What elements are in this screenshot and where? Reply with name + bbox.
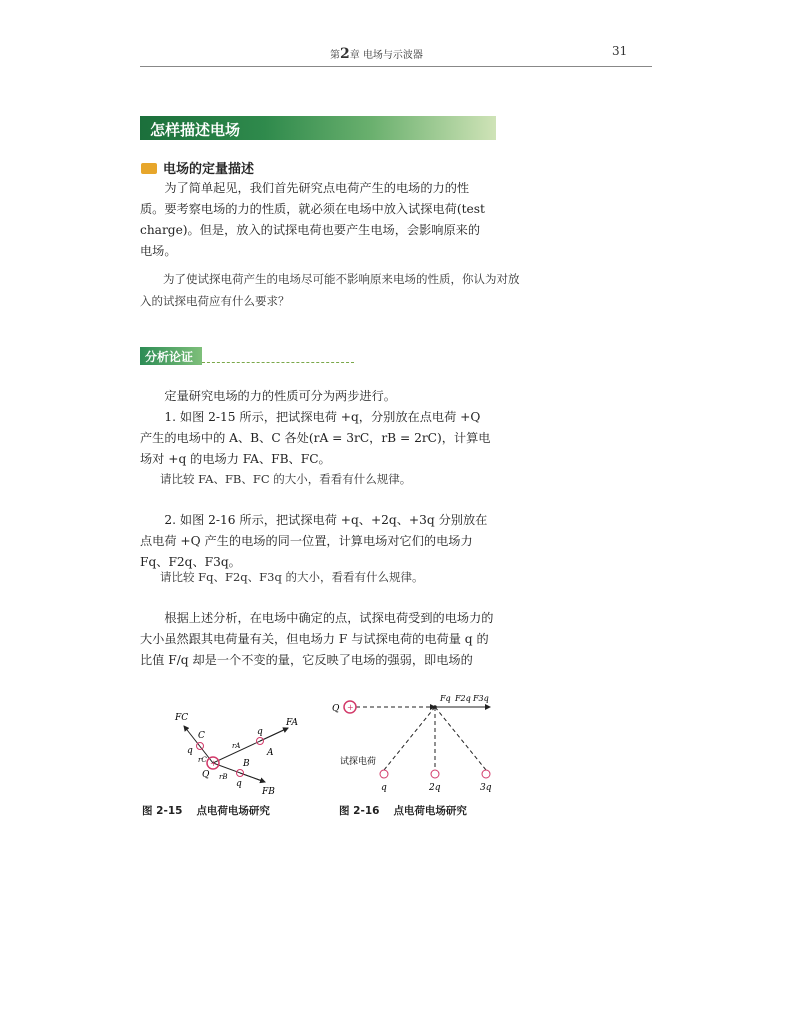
label-q: q <box>381 783 387 793</box>
figure-2-16-caption: 图 2-16 点电荷电场研究 <box>339 805 467 817</box>
figure-2-16 <box>330 690 510 800</box>
force-arrow-A <box>260 728 288 741</box>
compare-note-1: 请比较 FA、FB、FC 的大小，看看有什么规律。 <box>160 472 412 486</box>
analysis-steps: 定量研究电场的力的性质可分为两步进行。 1. 如图 2-15 所示，把试探电荷 +q，分别放在点电荷 +Q 产生的电场中的 A、B、C 各处(rA = 3rC，rB = 2rC)，计算电场对 +q 的电场力 FA、FB、FC。 <box>140 389 491 466</box>
label-A: A <box>267 748 274 758</box>
path-3q <box>435 707 486 770</box>
page-number: 31 <box>612 44 628 58</box>
analysis-step-2: 2. 如图 2-16 所示，把试探电荷 +q、+2q、+3q 分别放在点电荷 +Q 产生的电场的同一位置，计算电场对它们的电场力 Fq、F2q、F3q。 <box>140 513 488 569</box>
label-FA: FA <box>286 718 298 728</box>
svg-text:+: + <box>347 703 354 712</box>
subsection-title: 电场的定量描述 <box>163 162 255 177</box>
label-FB: FB <box>262 787 275 797</box>
chapter-number: 2 <box>340 46 350 62</box>
svg-text:+: + <box>210 759 217 768</box>
label-rA: rA <box>232 742 241 750</box>
label-FC: FC <box>175 713 189 723</box>
header-rule <box>140 66 652 67</box>
label-3q: 3q <box>480 783 492 793</box>
label-F3q: F3q <box>473 694 489 703</box>
paragraph-intro: 为了简单起见，我们首先研究点电荷产生的电场的力的性质。要考察电场的力的性质，就必须在电场中放入试探电荷(test charge)。但是，放入的试探电荷也要产生电场，会影响原来的电场。 <box>140 181 485 258</box>
running-header: 第2章 电场与示波器 <box>330 46 423 62</box>
label-Q: Q <box>202 770 210 780</box>
label-Fq: Fq <box>440 694 451 703</box>
label-B: B <box>243 759 250 769</box>
compare-note-2: 请比较 Fq、F2q、F3q 的大小，看看有什么规律。 <box>160 570 424 584</box>
conclusion-paragraph: 根据上述分析，在电场中确定的点，试探电荷受到的电场力的大小虽然跟其电荷量有关，但电场力 F 与试探电荷的电荷量 q 的比值 F/q 却是一个不变的量，它反映了电场的强弱，即电场的 <box>140 611 494 667</box>
thinking-question: 为了使试探电荷产生的电场尽可能不影响原来电场的性质，你认为对放入的试探电荷应有什么要求？ <box>140 272 520 308</box>
label-q-A: q <box>257 727 263 737</box>
label-q-B: q <box>236 779 242 789</box>
label-F2q: F2q <box>455 694 471 703</box>
label-rB: rB <box>219 773 228 781</box>
analysis-divider <box>202 362 354 363</box>
label-2q: 2q <box>429 783 441 793</box>
label-probe: 试探电荷 <box>340 757 377 767</box>
analysis-tag-label: 分析论证 <box>145 350 194 364</box>
probe-3q <box>482 770 490 778</box>
label-rC: rC <box>198 756 207 764</box>
figure-2-15 <box>140 700 330 800</box>
probe-2q <box>431 770 439 778</box>
label-q-C: q <box>187 746 193 756</box>
figure-2-15-caption: 图 2-15 点电荷电场研究 <box>142 805 270 817</box>
subsection-marker-icon <box>141 163 157 174</box>
label-C: C <box>198 731 205 741</box>
section-title: 怎样描述电场 <box>150 121 241 139</box>
chapter-title: 电场与示波器 <box>362 50 423 61</box>
path-q <box>384 707 435 770</box>
probe-q <box>380 770 388 778</box>
label-Q: Q <box>332 704 340 714</box>
